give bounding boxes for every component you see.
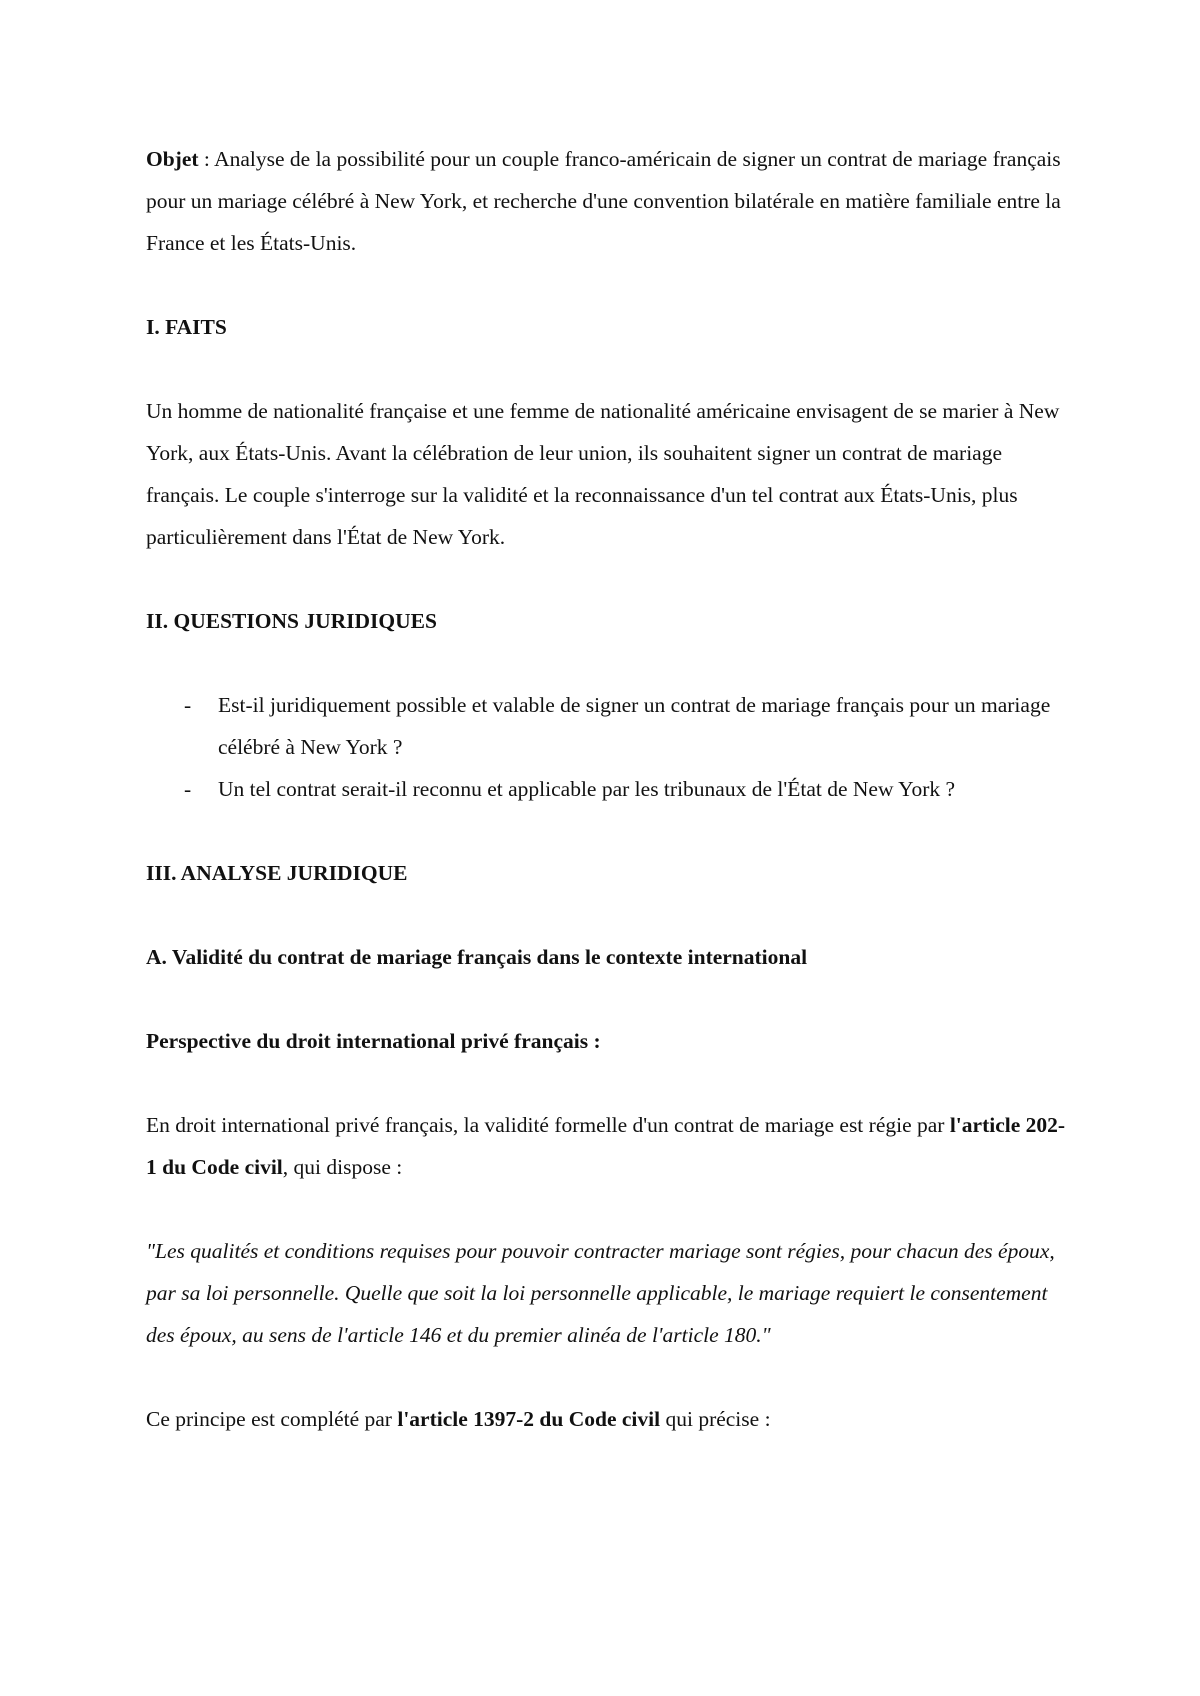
- paragraph-text: Ce principe est complété par: [146, 1407, 398, 1431]
- spacer: [146, 348, 1066, 390]
- objet-paragraph: [146, 138, 1066, 264]
- faits-paragraph: Un homme de nationalité française et une femme de nationalité américaine envisagent de se marier à New York, aux États-Unis. Avant la célébration de leur union, ils souhaitent signer un contrat de mariage français. Le couple s'interroge sur la validité et la reconnaissance d'un tel contrat aux États-Unis, plus particulièrement dans l'État de New York.: [146, 399, 1060, 549]
- document-page: [146, 138, 1066, 1440]
- spacer: [146, 264, 1066, 306]
- question-text: Un tel contrat serait-il reconnu et applicable par les tribunaux de l'État de New York ?: [218, 777, 956, 801]
- spacer: [146, 558, 1066, 600]
- spacer: [146, 978, 1066, 1020]
- paragraph-text: qui précise :: [660, 1407, 771, 1431]
- spacer: [146, 1062, 1066, 1104]
- objet-text: Analyse de la possibilité pour un couple franco-américain de signer un contrat de mariage français pour un mariage célébré à New York, et recherche d'une convention bilatérale en matière familiale entre la France et les États-Unis.: [146, 147, 1061, 255]
- list-item: [146, 684, 1066, 768]
- paragraph-text: , qui dispose :: [282, 1155, 403, 1179]
- article-1397-paragraph: [146, 1398, 1066, 1440]
- questions-list: [146, 684, 1066, 810]
- spacer: [146, 810, 1066, 852]
- section-faits-title: I. FAITS: [146, 315, 227, 339]
- article-quote: "Les qualités et conditions requises pour pouvoir contracter mariage sont régies, pour chacun des époux, par sa loi personnelle. Quelle que soit la loi personnelle applicable, le mariage requiert le consentement des époux, au sens de l'article 146 et du premier alinéa de l'article 180.": [146, 1239, 1055, 1347]
- objet-label: Objet: [146, 147, 199, 171]
- section-analyse-title: III. ANALYSE JURIDIQUE: [146, 861, 408, 885]
- article-reference: l'article 202-1 du Code civil: [146, 1113, 1066, 1179]
- bullet-dash: -: [184, 777, 192, 801]
- article-202-paragraph: [146, 1104, 1066, 1188]
- spacer: [146, 642, 1066, 684]
- spacer: [146, 1188, 1066, 1230]
- perspective-heading: Perspective du droit international privé français :: [146, 1029, 601, 1053]
- spacer: [146, 1356, 1066, 1398]
- subsection-a-title: A. Validité du contrat de mariage français dans le contexte international: [146, 945, 808, 969]
- objet-separator: :: [198, 147, 215, 171]
- spacer: [146, 894, 1066, 936]
- section-questions-title: II. QUESTIONS JURIDIQUES: [146, 609, 437, 633]
- bullet-dash: -: [184, 693, 192, 717]
- article-reference: l'article 1397-2 du Code civil: [397, 1407, 661, 1431]
- list-item: [146, 768, 1066, 810]
- question-text: Est-il juridiquement possible et valable de signer un contrat de mariage français pour un mariage célébré à New York ?: [218, 693, 1051, 759]
- paragraph-text: En droit international privé français, la validité formelle d'un contrat de mariage est régie par: [146, 1113, 950, 1137]
